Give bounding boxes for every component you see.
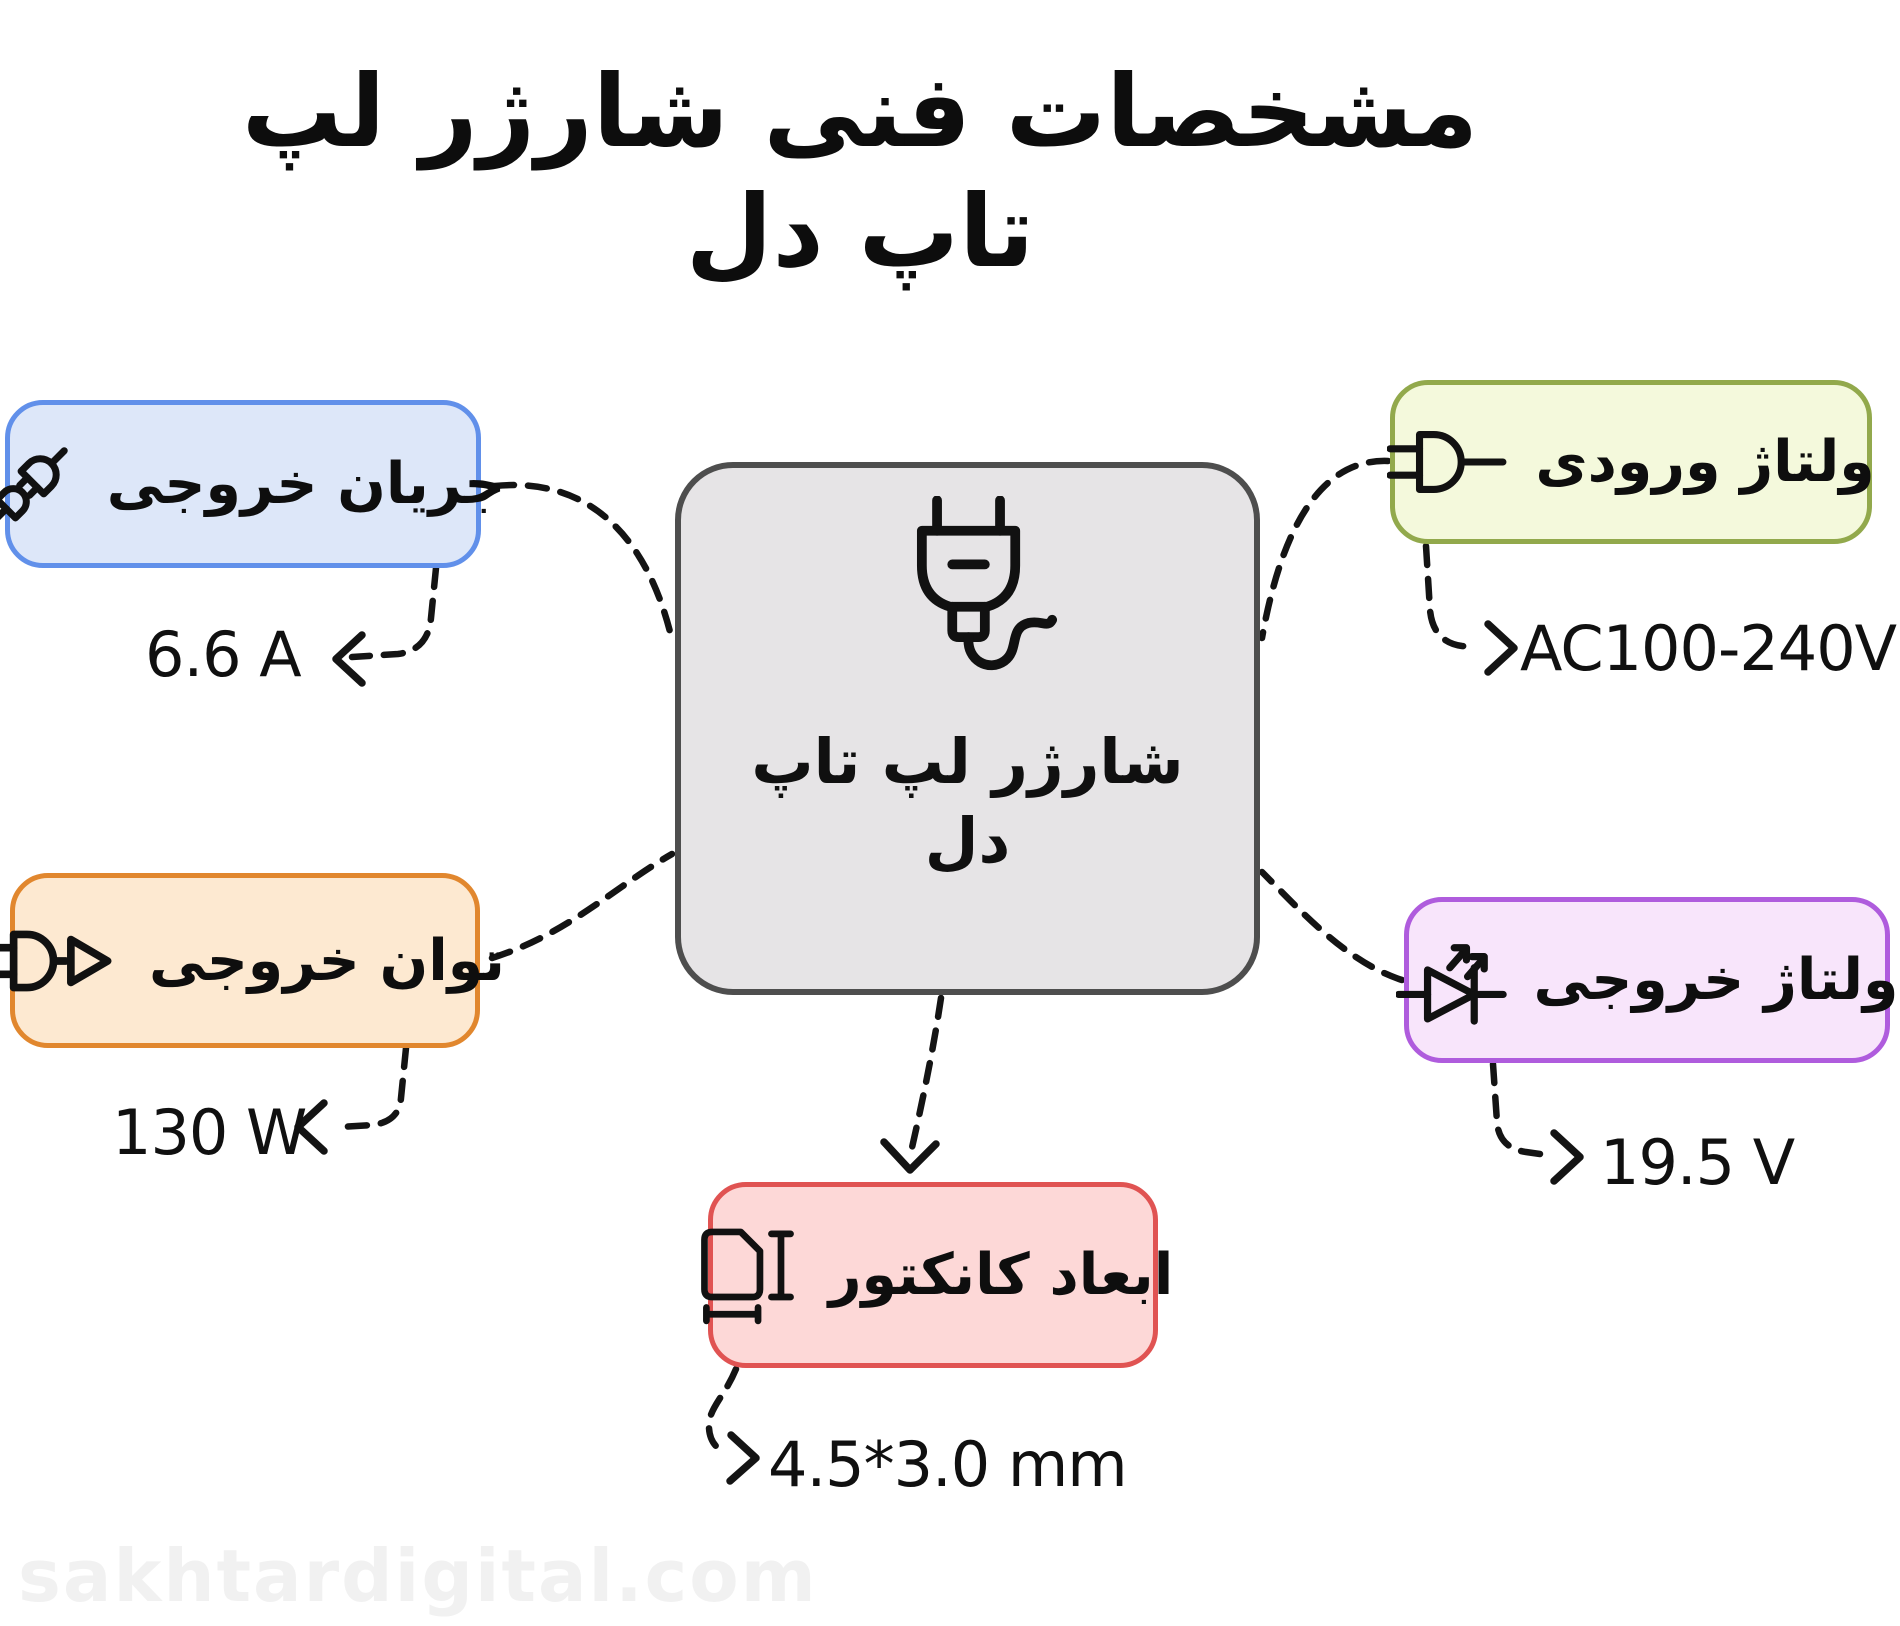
arrowhead-right-icon — [730, 1435, 756, 1481]
plug-diagonal-icon — [0, 434, 81, 534]
node-label: جریان خروجی — [106, 451, 506, 517]
node-connector-size — [708, 1182, 1174, 1368]
lead-output-voltage — [1493, 1064, 1540, 1154]
node-output-current — [5, 400, 506, 568]
lead-output-power — [340, 1048, 406, 1127]
value-output-current: 6.6 A — [145, 618, 301, 691]
node-label: ولتاژ ورودی — [1535, 429, 1875, 495]
link-input-voltage — [1262, 461, 1388, 638]
page-title: مشخصات فنی شارژر لپ تاپ دل — [241, 53, 1479, 290]
value-output-voltage: 19.5 V — [1600, 1126, 1795, 1199]
led-diode-icon — [1396, 930, 1508, 1030]
arrowhead-down-icon — [884, 1142, 936, 1170]
link-output-current — [495, 485, 672, 640]
arrowhead-left-icon — [336, 635, 362, 683]
value-connector-size: 4.5*3.0 mm — [768, 1428, 1127, 1501]
connector-size-icon — [693, 1222, 803, 1328]
plug-cable-icon — [878, 496, 1058, 686]
arrowhead-right-icon — [1488, 624, 1514, 672]
link-connector-size — [911, 998, 941, 1152]
node-output-power — [10, 873, 505, 1048]
node-input-voltage — [1390, 380, 1875, 544]
lead-output-current — [352, 568, 436, 657]
link-output-power — [492, 854, 672, 958]
arrowhead-right-icon — [1554, 1133, 1580, 1181]
node-label: توان خروجی — [149, 927, 505, 994]
value-output-power: 130 W — [112, 1096, 307, 1169]
link-output-voltage — [1262, 872, 1402, 980]
center-node — [675, 462, 1260, 995]
center-node-label: شارژر لپ تاپ دل — [751, 725, 1184, 878]
plug-arrow-icon — [0, 927, 123, 995]
node-output-voltage — [1404, 897, 1899, 1063]
lead-connector-size — [709, 1369, 736, 1453]
value-input-voltage: AC100-240V — [1520, 612, 1897, 685]
node-label: ابعاد کانکتور — [828, 1242, 1174, 1308]
plug-socket-icon — [1387, 428, 1509, 496]
lead-input-voltage — [1426, 546, 1476, 647]
watermark: sakhtardigital.com — [18, 1534, 818, 1618]
node-label: ولتاژ خروجی — [1533, 947, 1899, 1013]
